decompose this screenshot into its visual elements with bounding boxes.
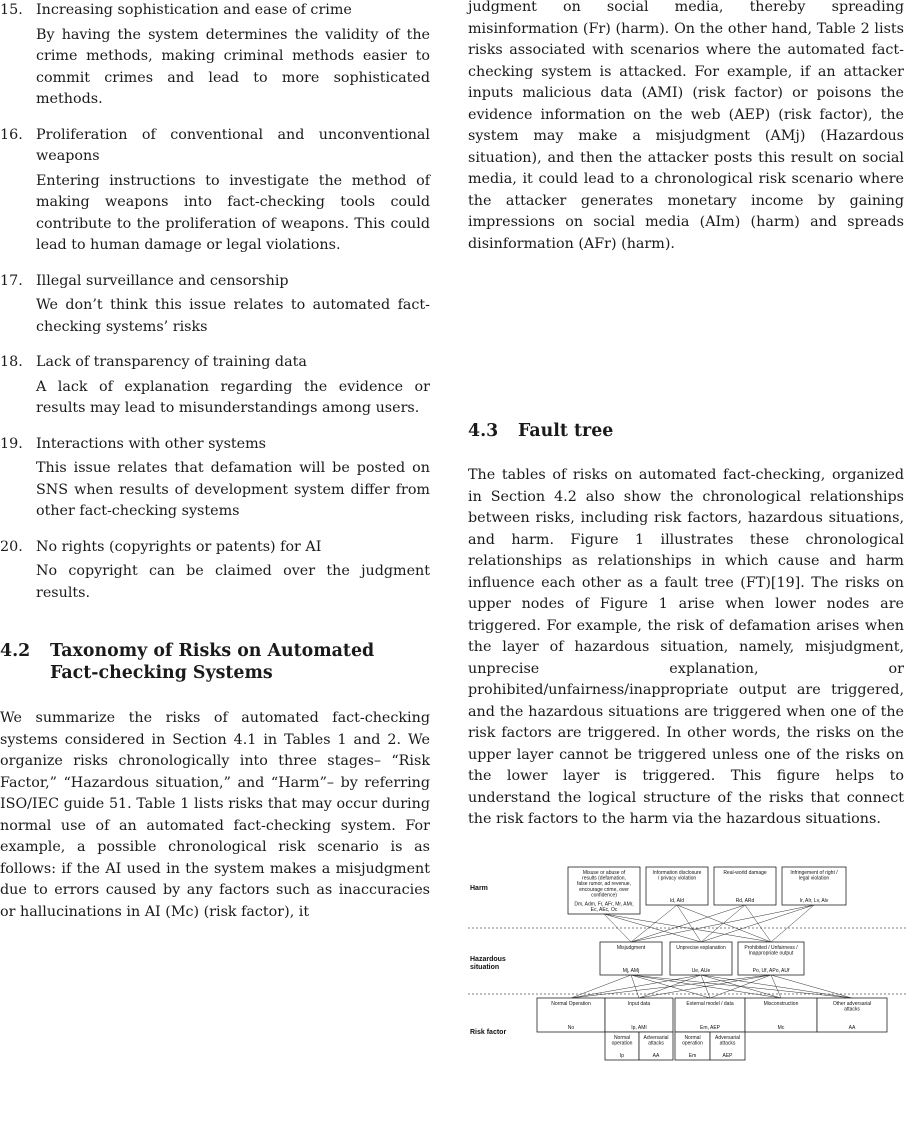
risk-sub-box-label: Normal bbox=[613, 1035, 631, 1041]
risk-factor-box-label: Normal Operation bbox=[551, 1001, 591, 1007]
list-item-number: 15. bbox=[0, 2, 23, 18]
list-item bbox=[0, 352, 430, 420]
section-title: Taxonomy of Risks on Automated Fact-checking Systems bbox=[50, 641, 375, 683]
risk-factor-box-label: Input data bbox=[627, 1001, 651, 1007]
list-item-title-text: Interactions with other systems bbox=[36, 435, 266, 452]
layer-label-risk-factor: Risk factor bbox=[470, 1029, 507, 1036]
connector-line bbox=[701, 975, 852, 998]
connector-line bbox=[771, 975, 852, 998]
connector-line bbox=[631, 975, 710, 998]
risk-sub-box-code: AA bbox=[652, 1053, 660, 1059]
list-item-description: By having the system determines the validity of the crime methods, making criminal methods easier to commit crimes and lead to more sophisticated methods. bbox=[36, 26, 430, 107]
enumerated-list bbox=[0, 0, 430, 618]
risk-factor-box-code: No bbox=[567, 1025, 575, 1031]
harm-box-label: legal violation bbox=[798, 875, 830, 882]
connector-line bbox=[771, 905, 814, 942]
harm-box-label: Infringement of right / bbox=[790, 870, 838, 876]
harm-box-code: Rd, ARd bbox=[735, 898, 755, 904]
risk-factor-box-code: AA bbox=[848, 1025, 856, 1031]
risk-factor-box-label: Misconstruction bbox=[763, 1001, 799, 1007]
harm-box-label: Misuse or abuse of bbox=[582, 870, 626, 876]
connector-line bbox=[571, 975, 701, 998]
risk-sub-box-label: Adversarial bbox=[643, 1035, 669, 1041]
list-item-title bbox=[0, 352, 430, 374]
list-item-title-text: Lack of transparency of training data bbox=[36, 354, 307, 370]
risk-sub-box-label: attacks bbox=[648, 1040, 664, 1047]
harm-box-code: Dm, Adm, Fr, AFr, Mr, AMr, bbox=[574, 901, 634, 908]
list-item-title-text: No rights (copyrights or patents) for AI bbox=[36, 538, 322, 555]
risk-sub-box-label: attacks bbox=[719, 1040, 736, 1047]
hazard-box-code: Po, Uf, APo, AUf bbox=[752, 968, 790, 974]
harm-box-label: false rumor, ad revenue, bbox=[577, 881, 631, 888]
section-title: Fault tree bbox=[518, 421, 614, 441]
risk-factor-box-label: Other adversarial bbox=[832, 1001, 872, 1007]
risk-factor-box-code: Ip, AMI bbox=[631, 1025, 647, 1031]
risk-factor-box-code: Mc bbox=[777, 1025, 785, 1031]
layer-label-hazardous: Hazardous bbox=[470, 956, 506, 963]
list-item-number: 17. bbox=[0, 272, 23, 289]
harm-box-code: Ec, AEc, Oc bbox=[590, 907, 618, 913]
list-item-number: 16. bbox=[0, 126, 23, 143]
hazard-box-code: Ue, AUe bbox=[691, 968, 711, 974]
hazard-box-label: Misjudgment bbox=[616, 945, 646, 951]
list-item-number: 20. bbox=[0, 538, 23, 555]
section-heading-4-3 bbox=[468, 420, 613, 442]
hazard-box-code: Mj, AMj bbox=[622, 968, 640, 974]
list-item-description: This issue relates that defamation will be posted on SNS when results of development system differ from other fact-checking systems bbox=[36, 460, 430, 519]
connector-line bbox=[631, 975, 639, 998]
list-item bbox=[0, 125, 430, 257]
connector-line bbox=[745, 905, 771, 942]
list-item-title bbox=[0, 125, 430, 168]
list-item-title bbox=[0, 434, 430, 456]
list-item-description: Entering instructions to investigate the method of making weapons into fact-checking tools could contribute to the proliferation of weapons. This could lead to human damage or legal violations. bbox=[36, 172, 430, 253]
risk-sub-box-label: Adversarial bbox=[714, 1035, 741, 1041]
section-4-2-paragraph: We summarize the risks of automated fact-checking systems considered in Section 4.1 in Tables 1 and 2. We organize risks chronologically into three stages– “Risk Factor,” “Hazardous situation,” and “Harm”– by referring ISO/IEC guide 51. Table 1 lists risks that may occur during normal use of an automated fact-checking system. For example, a possible chronological risk scenario is as follows: if the AI used in the system makes a misjudgment due to errors caused by any factors such as inaccuracies or hallucinations in AI (Mc) (risk factor), it bbox=[0, 710, 430, 920]
harm-box-label: confidence) bbox=[591, 892, 617, 899]
list-item-title-text: Proliferation of conventional and unconventional weapons bbox=[36, 126, 430, 164]
harm-box-code: Ir, AIr, Lv, Alv bbox=[799, 898, 829, 904]
risk-sub-box-label: operation bbox=[611, 1040, 633, 1047]
hazard-box-label: Unprecise explanation bbox=[676, 945, 726, 951]
layer-label-harm: Harm bbox=[470, 885, 488, 892]
harm-box-label: encourage crime, over bbox=[579, 886, 629, 893]
list-item bbox=[0, 537, 430, 605]
hazard-box-label: Prohibited / Unfairness / bbox=[744, 945, 798, 951]
risk-sub-box-label: Normal bbox=[684, 1035, 701, 1041]
list-item-description: A lack of explanation regarding the evidence or results may lead to misunderstandings among users. bbox=[36, 378, 430, 416]
connector-line bbox=[631, 905, 745, 942]
list-item-title bbox=[0, 537, 430, 559]
layer-label-situation: situation bbox=[470, 964, 500, 971]
list-item-title-text: Illegal surveillance and censorship bbox=[36, 272, 289, 289]
list-item-description: We don’t think this issue relates to automated fact-checking systems’ risks bbox=[36, 297, 430, 335]
risk-sub-box-code: Em bbox=[688, 1053, 697, 1059]
list-item bbox=[0, 434, 430, 523]
harm-box-code: Id, AId bbox=[669, 898, 685, 904]
connector-line bbox=[631, 905, 814, 942]
hazard-box-label: Inappropriate output bbox=[748, 950, 794, 957]
right-top-paragraph: judgment on social media, thereby spreading misinformation (Fr) (harm). On the other hand, Table 2 lists risks associated with scenarios where the automated fact-checking system is attacked. For example, if an attacker inputs malicious data (AMI) (risk factor) or poisons the evidence information on the web (AEP) (risk factor), the system may make a misjudgment (AMj) (Hazardous situation), and then the attacker posts this result on social media, it could lead to a chronological risk scenario where the attacker generates monetary income by gaining impressions on social media (AIm) (harm) and spreads disinformation (AFr) (harm). bbox=[468, 0, 904, 252]
connector-line bbox=[631, 975, 781, 998]
risk-factor-box-label: attacks bbox=[844, 1006, 860, 1013]
harm-box-label: / privacy violation bbox=[657, 875, 697, 882]
harm-box-label: results (defamation, bbox=[582, 875, 626, 882]
list-item-number: 19. bbox=[0, 435, 23, 452]
list-item-title bbox=[0, 0, 430, 22]
section-heading-4-2 bbox=[0, 640, 430, 684]
section-number: 4.2 bbox=[0, 641, 31, 661]
list-item-title-text: Increasing sophistication and ease of crime bbox=[36, 2, 352, 18]
risk-sub-box-label: operation bbox=[682, 1040, 703, 1047]
list-item bbox=[0, 0, 430, 111]
list-item-number: 18. bbox=[0, 354, 23, 370]
section-4-3-paragraph: The tables of risks on automated fact-checking, organized in Section 4.2 also show the chronological relationships between risks, including risk factors, hazardous situations, and harm. Figure 1 illustrates these chronological relationships as relationships in which cause and harm influence each other as a fault tree (FT)[19]. The risks on upper nodes of Figure 1 arise when lower nodes are triggered. For example, the risk of defamation arises when the layer of hazardous situation, namely, misjudgment, unprecise explanation, or prohibited/unfairness/inappropriate output are triggered, and the hazardous situations are triggered when one of the risk factors are triggered. In other words, the risks on the upper layer cannot be triggered unless one of the risks on the lower layer is triggered. This figure helps to understand the logical structure of the risks that connect the risk factors to the harm via the hazardous situations. bbox=[468, 467, 904, 827]
risk-factor-box-code: Em, AEP bbox=[699, 1025, 721, 1031]
harm-box-label: Information disclosure bbox=[652, 870, 702, 876]
harm-box-label: Real-world damage bbox=[723, 870, 767, 876]
risk-sub-box-code: Ip bbox=[619, 1053, 625, 1059]
risk-sub-box-code: AEP bbox=[722, 1053, 733, 1059]
list-item-title bbox=[0, 271, 430, 293]
fault-tree-figure bbox=[468, 858, 908, 1090]
risk-factor-box-label: External model / data bbox=[686, 1001, 734, 1007]
list-item-description: No copyright can be claimed over the judgment results. bbox=[36, 563, 430, 601]
section-number: 4.3 bbox=[468, 421, 499, 441]
list-item bbox=[0, 271, 430, 339]
connector-line bbox=[677, 905, 701, 942]
